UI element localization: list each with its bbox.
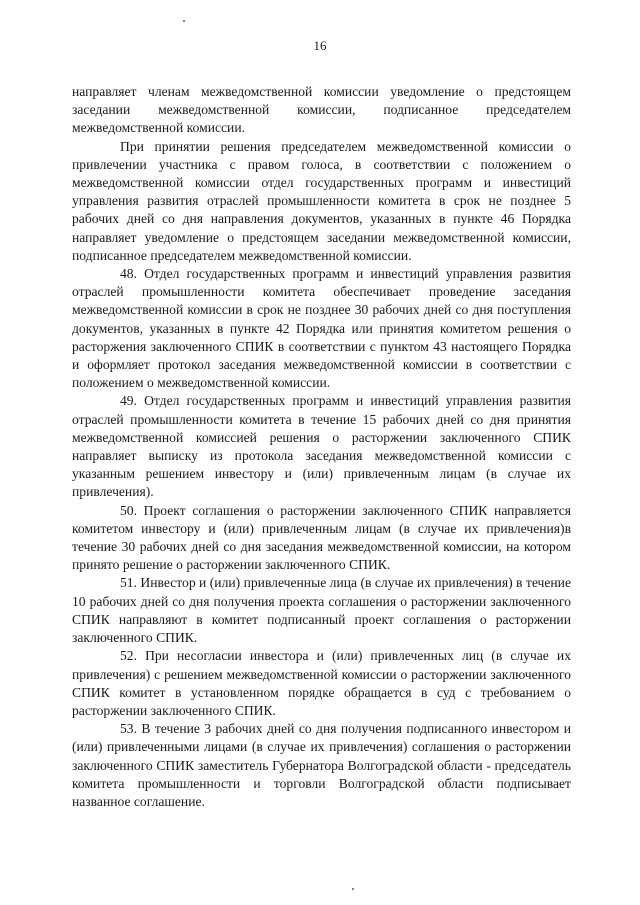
paragraph-continuation: направляет членам межведомственной комиссии уведомление о предстоящем заседании межведомственной комиссии, подписанное председателем межведомственной комиссии.	[72, 84, 571, 136]
scan-speck	[352, 888, 354, 890]
paragraph-51: 51. Инвестор и (или) привлеченные лица (в случае их привлечения) в течение 10 рабочих дней со дня получения проекта соглашения о расторжении заключенного СПИК направляют в комитет подписанный проект соглашения о расторжении заключенного СПИК.	[72, 575, 571, 646]
paragraph-49: 49. Отдел государственных программ и инвестиций управления развития отраслей промышленности комитета в течение 15 рабочих дней со дня принятия межведомственной комиссией решения о расторжении заключенного СПИК направляет выписку из протокола заседания межведомственной комиссии с указанным решением инвестору и (или) привлеченным лицам (в случае их привлечения).	[72, 393, 571, 500]
scan-speck	[183, 20, 185, 22]
paragraph: При принятии решения председателем межведомственной комиссии о привлечении участника с правом голоса, в соответствии с положением о межведомственной комиссии отдел государственных программ и инвестиций управления развития отраслей промышленности комитета в срок не позднее 5 рабочих дней со дня направления документов, указанных в пункте 46 Порядка направляет уведомление о предстоящем заседании межведомственной комиссии, подписанное председателем межведомственной комиссии.	[72, 138, 571, 263]
paragraph-50: 50. Проект соглашения о расторжении заключенного СПИК направляется комитетом инвестору и (или) привлеченным лицам (в случае их привлечения)в течение 30 рабочих дней со дня заседания межведомственной комиссии, на котором принято решение о расторжении заключенного СПИК.	[72, 502, 571, 573]
page-number: 16	[313, 38, 327, 53]
paragraph-52: 52. При несогласии инвестора и (или) привлеченных лиц (в случае их привлечения) с решением межведомственной комиссии о расторжении заключенного СПИК комитет в установленном порядке обращается в суд с требованием о расторжении заключенного СПИК.	[72, 648, 571, 718]
paragraph-53: 53. В течение 3 рабочих дней со дня получения подписанного инвестором и (или) привлеченными лицами (в случае их привлечения) соглашения о расторжении заключенного СПИК заместитель Губернатора Волгоградской области - председатель комитета промышленности и торговли Волгоградской области подписывает названное соглашение.	[72, 721, 571, 809]
document-body	[72, 83, 571, 811]
paragraph-48: 48. Отдел государственных программ и инвестиций управления развития отраслей промышленности комитета обеспечивает проведение заседания межведомственной комиссии в срок не позднее 30 рабочих дней со дня поступления документов, указанных в пункте 42 Порядка или принятия комитетом решения о расторжения заключенного СПИК в соответствии с пунктом 43 настоящего Порядка и оформляет протокол заседания межведомственной комиссии в соответствии с положением о межведомственной комиссии.	[72, 266, 571, 391]
